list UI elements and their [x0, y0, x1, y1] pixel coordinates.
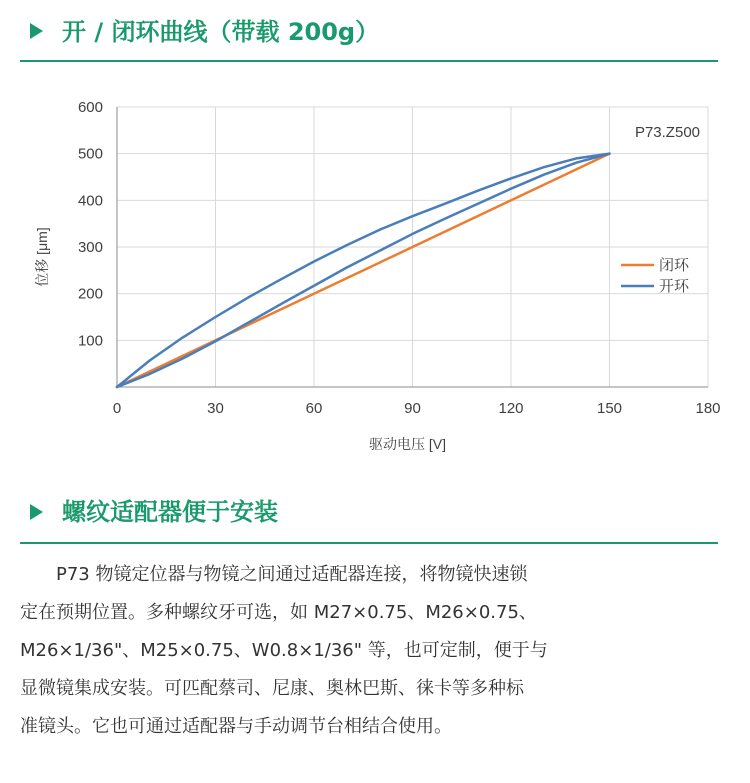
section-header-curves: [20, 0, 718, 62]
section-divider: [20, 60, 718, 62]
paragraph-line: P73 物镜定位器与物镜之间通过适配器连接，将物镜快速锁: [56, 564, 528, 585]
y-tick-label: 600: [77, 99, 103, 116]
section-title-curves: 开 / 闭环曲线（带载 200g）: [62, 18, 380, 46]
x-tick-label: 30: [207, 400, 224, 417]
legend-label: 闭环: [659, 257, 690, 274]
model-annotation: P73.Z500: [634, 124, 700, 141]
section-title-adapter: 螺纹适配器便于安装: [62, 498, 278, 526]
y-tick-label: 400: [77, 192, 103, 210]
paragraph-line: 定在预期位置。多种螺纹牙可选，如 M27×0.75、M26×0.75、: [20, 602, 537, 623]
x-tick-label: 90: [404, 400, 421, 417]
y-tick-label: 200: [77, 285, 103, 303]
y-tick-label: 500: [77, 145, 103, 163]
x-axis-title: 驱动电压 [V]: [368, 436, 447, 452]
y-axis-title: 位移 [μm]: [34, 227, 50, 287]
x-tick-label: 0: [112, 400, 122, 417]
x-tick-label: 180: [695, 400, 721, 417]
x-tick-label: 150: [596, 400, 623, 417]
legend-label: 开环: [659, 278, 690, 295]
triangle-bullet-icon: [30, 504, 43, 520]
x-tick-label: 60: [305, 400, 323, 417]
x-tick-label: 120: [498, 400, 524, 417]
series-line-闭环: [117, 154, 610, 387]
chart: [0, 90, 750, 470]
paragraph-line: M26×1/36"、M25×0.75、W0.8×1/36" 等，也可定制，便于与: [20, 640, 548, 661]
section-header-adapter: [20, 480, 718, 544]
paragraph-line: 显微镜集成安装。可匹配蔡司、尼康、奥林巴斯、徕卡等多种标: [20, 678, 524, 699]
section-divider: [20, 542, 718, 544]
triangle-bullet-icon: [30, 23, 43, 39]
y-tick-label: 300: [77, 239, 103, 256]
y-tick-label: 100: [77, 332, 103, 350]
description-paragraph: [20, 556, 720, 746]
paragraph-line: 准镜头。它也可通过适配器与手动调节台相结合使用。: [20, 716, 452, 737]
